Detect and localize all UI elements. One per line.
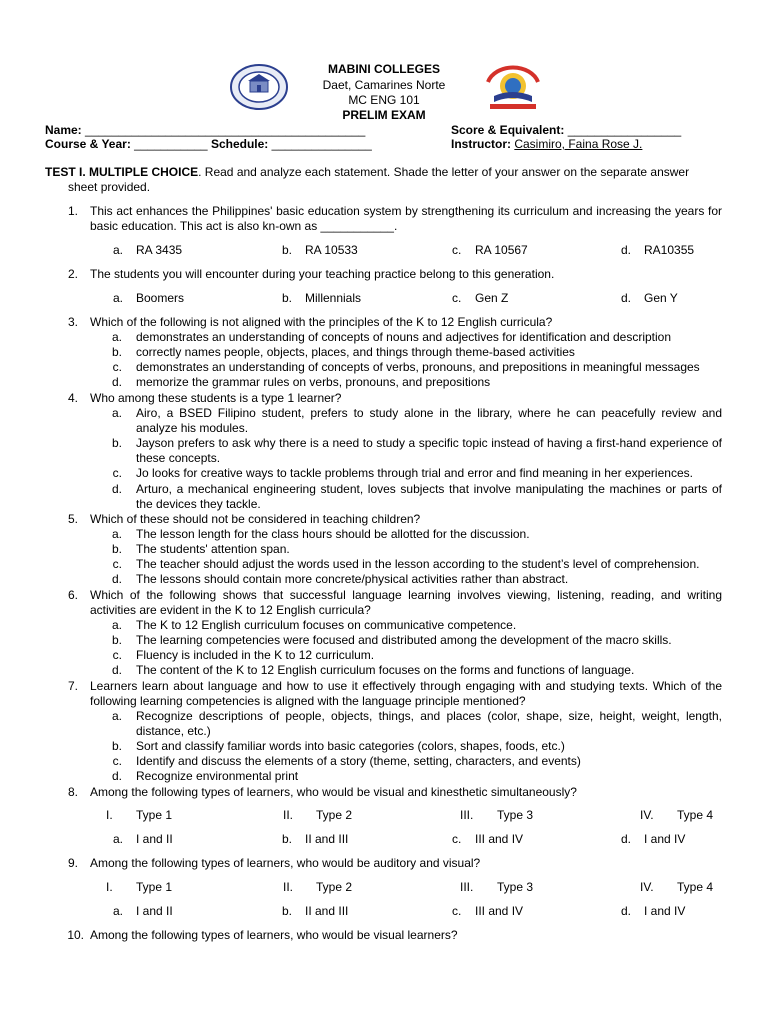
option-text: memorize the grammar rules on verbs, pronouns, and prepositions <box>136 375 491 389</box>
option-text: Jo looks for creative ways to tackle problems through trial and error and find meaning in her experiences. <box>136 466 693 480</box>
option-text: The lesson length for the class hours should be allotted for the discussion. <box>136 527 530 541</box>
option-text: Recognize environmental print <box>136 769 299 783</box>
option-text: RA 3435 <box>136 243 183 257</box>
option-letter: a. <box>113 832 124 846</box>
name-blank: __________________________________________ <box>85 123 366 137</box>
option-letter: d. <box>111 482 122 496</box>
name-field <box>45 123 365 137</box>
name-label: Name: <box>45 123 82 137</box>
option-text: I and II <box>136 832 173 846</box>
question-number: 7. <box>67 679 78 693</box>
option-text: Recognize descriptions of people, objects, things, and places (color, shape, size, height, weight, length, distance, etc.) <box>136 709 722 738</box>
option-text: I and II <box>136 904 173 918</box>
type-numeral: III. <box>460 808 474 822</box>
question-number: 10. <box>67 928 84 942</box>
question-number: 1. <box>67 204 78 218</box>
question-number: 8. <box>67 785 78 799</box>
option-letter: b. <box>111 542 122 556</box>
option-text: The content of the K to 12 English curriculum focuses on the forms and functions of language. <box>136 663 635 677</box>
question-text: Which of the following is not aligned with the principles of the K to 12 English curricula? <box>90 315 553 329</box>
option-letter: b. <box>111 436 122 450</box>
exam-title: PRELIM EXAM <box>342 108 426 122</box>
question-number: 9. <box>67 856 78 870</box>
option-text: The learning competencies were focused and distributed among the development of the macro skills. <box>136 633 672 647</box>
option-letter: c. <box>452 243 462 257</box>
option-text: correctly names people, objects, places, and things through theme-based activities <box>136 345 575 359</box>
option-letter: a. <box>113 291 124 305</box>
instructor-field <box>451 137 642 151</box>
question-text: Among the following types of learners, who would be visual and kinesthetic simultaneously? <box>90 785 577 799</box>
option-text: I and IV <box>644 832 686 846</box>
option-letter: c. <box>112 557 122 571</box>
score-label: Score & Equivalent: <box>451 123 565 137</box>
score-blank: _________________ <box>567 123 682 137</box>
option-letter: a. <box>111 618 122 632</box>
option-letter: b. <box>111 345 122 359</box>
question-text: Who among these students is a type 1 learner? <box>90 391 342 405</box>
course-year-blank: ___________ <box>134 137 208 151</box>
type-numeral: III. <box>460 880 474 894</box>
type-text: Type 2 <box>316 880 353 894</box>
question-number: 2. <box>67 267 78 281</box>
school-name: MABINI COLLEGES <box>327 62 440 76</box>
option-letter: d. <box>621 291 632 305</box>
school-location: Daet, Camarines Norte <box>322 78 446 92</box>
option-letter: a. <box>111 527 122 541</box>
question-text: Learners learn about language and how to use it effectively through engaging with and studying texts. Which of the following learning competencies is aligned with the language principle mentioned? <box>90 679 722 708</box>
option-text: Airo, a BSED Filipino student, prefers to study alone in the library, where he can peacefully review and analyze his modules. <box>136 406 722 435</box>
option-letter: d. <box>111 375 122 389</box>
option-letter: c. <box>452 291 462 305</box>
option-letter: c. <box>112 648 122 662</box>
option-text: demonstrates an understanding of concepts of verbs, pronouns, and prepositions in meaningful messages <box>136 360 700 374</box>
type-text: Type 3 <box>497 880 534 894</box>
type-numeral: IV. <box>640 880 654 894</box>
option-text: III and IV <box>475 904 524 918</box>
option-text: Gen Z <box>475 291 509 305</box>
option-text: Jayson prefers to ask why there is a need to study a specific topic instead of having a first-hand experience of these concepts. <box>136 436 722 465</box>
type-text: Type 1 <box>136 880 173 894</box>
test-title: TEST I. MULTIPLE CHOICE <box>45 165 199 179</box>
option-text: RA10355 <box>644 243 695 257</box>
option-text: III and IV <box>475 832 524 846</box>
option-letter: c. <box>452 832 462 846</box>
instructor-label: Instructor: <box>451 137 511 151</box>
option-text: II and III <box>305 904 349 918</box>
option-letter: b. <box>282 832 293 846</box>
option-letter: c. <box>112 466 122 480</box>
schedule-blank: _______________ <box>271 137 372 151</box>
option-text: Sort and classify familiar words into basic categories (colors, shapes, foods, etc.) <box>136 739 565 753</box>
option-letter: a. <box>111 406 122 420</box>
instructor-name: Casimiro, Faina Rose J. <box>514 137 643 151</box>
option-text: demonstrates an understanding of concepts of nouns and adjectives for identification and description <box>136 330 672 344</box>
question-text: Among the following types of learners, who would be auditory and visual? <box>90 856 481 870</box>
option-text: RA 10567 <box>475 243 528 257</box>
option-letter: a. <box>111 330 122 344</box>
option-letter: d. <box>621 832 632 846</box>
option-letter: b. <box>282 243 293 257</box>
option-letter: d. <box>111 663 122 677</box>
question-text: This act enhances the Philippines' basic education system by strengthening its curriculum and increasing the years for basic education. This act is also kn-own as ___________. <box>90 204 722 233</box>
option-letter: b. <box>111 633 122 647</box>
option-text: The students' attention span. <box>136 542 290 556</box>
question-number: 4. <box>67 391 78 405</box>
option-letter: c. <box>452 904 462 918</box>
option-letter: a. <box>113 904 124 918</box>
schedule-label: Schedule: <box>210 137 269 151</box>
test-instructions-line1: . Read and analyze each statement. Shade the letter of your answer on the separate answer <box>198 165 690 179</box>
option-text: Boomers <box>136 291 185 305</box>
course-year-label: Course & Year: <box>45 137 131 151</box>
option-letter: d. <box>111 572 122 586</box>
option-text: Millennials <box>305 291 362 305</box>
option-letter: b. <box>282 291 293 305</box>
option-text: Identify and discuss the elements of a story (theme, setting, characters, and events) <box>136 754 581 768</box>
option-text: I and IV <box>644 904 686 918</box>
course-year-field <box>45 137 372 151</box>
type-numeral: II. <box>283 880 294 894</box>
type-numeral: II. <box>283 808 294 822</box>
question-number: 6. <box>67 588 78 602</box>
option-letter: c. <box>112 754 122 768</box>
option-letter: a. <box>111 709 122 723</box>
option-text: Fluency is included in the K to 12 curriculum. <box>136 648 375 662</box>
question-number: 3. <box>67 315 78 329</box>
option-letter: a. <box>113 243 124 257</box>
question-text: Among the following types of learners, who would be visual learners? <box>90 928 458 942</box>
option-text: The K to 12 English curriculum focuses on communicative competence. <box>136 618 517 632</box>
option-letter: d. <box>621 904 632 918</box>
question-text: Which of the following shows that successful language learning involves viewing, listening, reading, and writing activities are evident in the K to 12 English curricula? <box>90 588 722 617</box>
type-numeral: I. <box>106 880 113 894</box>
score-field <box>451 123 681 137</box>
type-text: Type 4 <box>677 880 714 894</box>
option-letter: c. <box>112 360 122 374</box>
option-letter: b. <box>282 904 293 918</box>
course-code: MC ENG 101 <box>348 93 420 107</box>
test-instructions-line2: sheet provided. <box>68 180 151 194</box>
question-number: 5. <box>67 512 78 526</box>
test-instructions <box>45 165 689 179</box>
option-text: II and III <box>305 832 349 846</box>
type-text: Type 2 <box>316 808 353 822</box>
type-text: Type 4 <box>677 808 714 822</box>
option-text: Arturo, a mechanical engineering student, loves subjects that involve manipulating the machines or parts of the devices they tackle. <box>136 482 722 511</box>
option-letter: d. <box>111 769 122 783</box>
option-text: Gen Y <box>644 291 678 305</box>
option-text: RA 10533 <box>305 243 358 257</box>
question-text: The students you will encounter during your teaching practice belong to this generation. <box>90 267 555 281</box>
type-numeral: IV. <box>640 808 654 822</box>
type-numeral: I. <box>106 808 113 822</box>
type-text: Type 3 <box>497 808 534 822</box>
option-text: The teacher should adjust the words used in the lesson according to the student’s level of comprehension. <box>136 557 700 571</box>
option-text: The lessons should contain more concrete/physical activities rather than abstract. <box>136 572 569 586</box>
option-letter: b. <box>111 739 122 753</box>
question-text: Which of these should not be considered in teaching children? <box>90 512 421 526</box>
type-text: Type 1 <box>136 808 173 822</box>
option-letter: d. <box>621 243 632 257</box>
